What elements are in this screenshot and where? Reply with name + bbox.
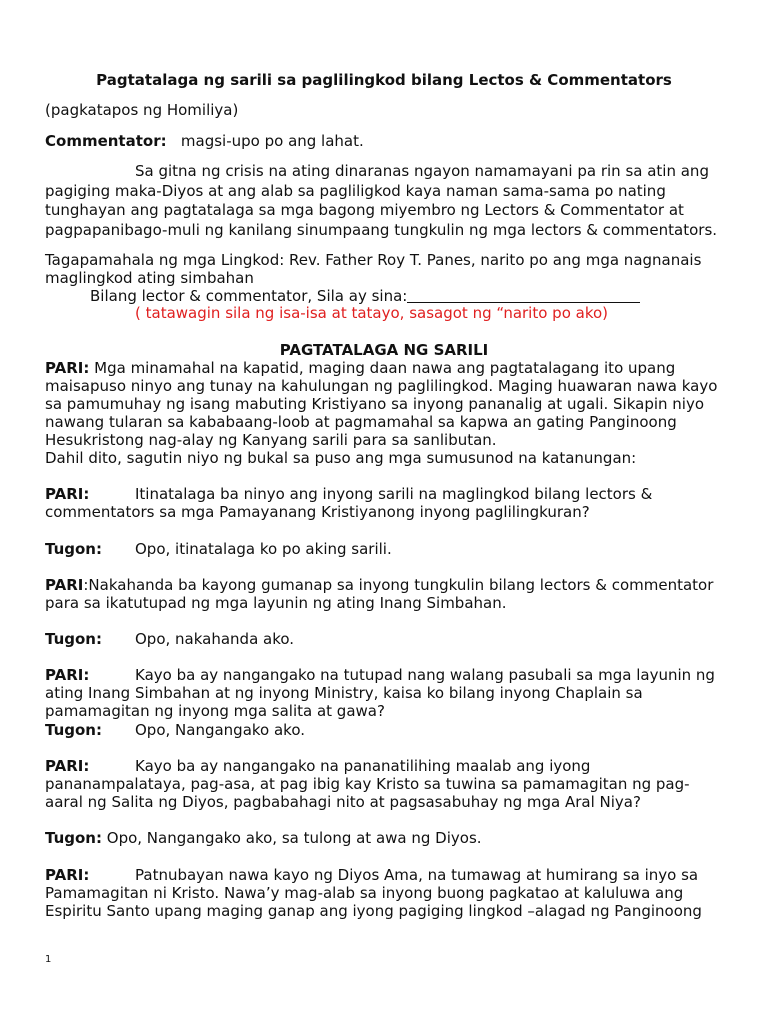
question-2-text: :Nakahanda ba kayong gumanap sa inyong tungkulin bilang lectors & commentator para sa ikatutupad ng mga layunin ng ating Inang Simbahan. [45, 576, 714, 612]
question-3-text: Kayo ba ay nangangako na tutupad nang walang pasubali sa mga layunin ng ating Inang Simbahan at ng inyong Ministry, kaisa ko bilang inyong Chaplain sa pamamagitan ng inyong mga salita at gawa? [45, 666, 715, 720]
tugon-label: Tugon: [45, 540, 102, 558]
tugon-label: Tugon: [45, 721, 102, 739]
page-number: 1 [45, 954, 52, 965]
question-1-text: Itinatalaga ba ninyo ang inyong sarili na maglingkod bilang lectors & commentators sa mga Pamayanang Kristiyanong inyong paglilingkuran? [45, 485, 653, 521]
answer-4 [45, 829, 725, 847]
question-5-text: Patnubayan nawa kayo ng Diyos Ama, na tumawag at humirang sa inyo sa Pamamagitan ni Kristo. Nawa’y mag-alab sa inyong buong pagkatao at kaluluwa ang Espiritu Santo upang maging ganap ang iyong pagiging lingkod –alagad ng Panginoong [45, 866, 702, 920]
answer-4-text: Opo, Nangangako ako, sa tulong at awa ng Diyos. [106, 829, 482, 847]
question-4 [45, 757, 725, 811]
question-1 [45, 485, 725, 521]
document-title: Pagtatalaga ng sarili sa paglilingkod bilang Lectos & Commentators [96, 71, 672, 89]
pari-label: PARI: [45, 359, 90, 377]
pari-label: PARI: [45, 866, 90, 884]
bilang-text: Bilang lector & commentator, Sila ay sina: [90, 287, 408, 305]
tugon-label: Tugon: [45, 630, 102, 648]
answer-2-text: Opo, nakahanda ako. [135, 630, 295, 648]
answer-2 [45, 630, 725, 648]
pari-intro-continuation: Dahil dito, sagutin niyo ng bukal sa puso ang mga sumusunod na katanungan: [45, 449, 637, 467]
intro-paragraph: Sa gitna ng crisis na ating dinaranas ngayon namamayani pa rin sa atin ang pagiging maka-Diyos at ang alab sa pagliligkod kaya naman sama-sama po nating tunghayan ang pagtatalaga sa mga bagong miyembro ng Lectors & Commentator at pagpapanibago-muli ng kanilang sinumpaang tungkulin ng mga lectors & commentators. [45, 162, 718, 239]
call-instruction: ( tatawagin sila ng isa-isa at tatayo, sasagot ng “narito po ako) [135, 304, 609, 322]
pari-label: PARI: [45, 485, 90, 503]
pari-intro-paragraph [45, 359, 725, 449]
commentator-label: Commentator: [45, 132, 167, 150]
tagapamahala-paragraph: Tagapamahala ng mga Lingkod: Rev. Father Roy T. Panes, narito po ang mga nagnanais maglingkod ating simbahan [45, 251, 702, 287]
question-4-text: Kayo ba ay nangangako na pananatilihing maalab ang iyong pananampalataya, pag-asa, at pag ibig kay Kristo sa tuwina sa pamamagitan ng pag-aaral ng Salita ng Diyos, pagbabahagi nito at pagsasabuhay ng mga Aral Niya? [45, 757, 690, 811]
section-heading: PAGTATALAGA NG SARILI [279, 341, 489, 359]
names-blank-line [407, 288, 640, 303]
question-3 [45, 666, 725, 720]
pari-label: PARI [45, 576, 84, 594]
bilang-line [90, 287, 730, 305]
pari-intro-text: Mga minamahal na kapatid, maging daan nawa ang pagtatalagang ito upang maisapuso ninyo ang tunay na kahulungan ng paglilingkod. Maging huawaran nawa kayo sa pamumuhay ng isang mabuting Kristiyano sa inyong pananalig at ugali. Sikapin niyo nawang tularan sa kababaang-loob at pagmamahal sa kapwa an gating Panginoong Hesukristong nag-alay ng Kanyang sarili para sa sanlibutan. [45, 359, 718, 449]
answer-1-text: Opo, itinatalaga ko po aking sarili. [135, 540, 392, 558]
pari-label: PARI: [45, 666, 90, 684]
answer-3 [45, 721, 725, 739]
commentator-line [45, 132, 725, 150]
tugon-label: Tugon: [45, 829, 102, 847]
question-5 [45, 866, 725, 920]
answer-3-text: Opo, Nangangako ako. [135, 721, 306, 739]
answer-1 [45, 540, 725, 558]
subtitle: (pagkatapos ng Homiliya) [45, 101, 239, 119]
question-2 [45, 576, 725, 612]
commentator-text: magsi-upo po ang lahat. [180, 132, 364, 150]
pari-label: PARI: [45, 757, 90, 775]
